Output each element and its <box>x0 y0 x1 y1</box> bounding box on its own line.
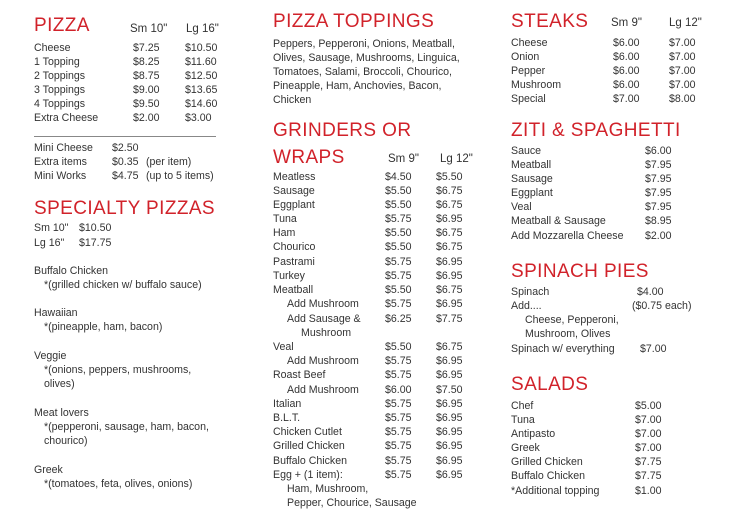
item-price-small: $9.00 <box>133 84 160 96</box>
steaks-small-col-label: Sm 9" <box>611 17 642 29</box>
item-price-large: $6.75 <box>436 341 463 353</box>
item-name: 4 Toppings <box>34 98 86 110</box>
specialty-item-desc: *(tomatoes, feta, olives, onions) <box>44 478 193 490</box>
item-name: Veal <box>511 201 532 213</box>
item-name: Sausage <box>273 185 315 197</box>
item-name: Mini Works <box>34 170 87 182</box>
grinders-heading-line2: WRAPS <box>273 147 345 168</box>
item-price-large: $6.95 <box>436 369 463 381</box>
specialty-item-name: Meat lovers <box>34 407 89 419</box>
item-name: Special <box>511 93 546 105</box>
grinders-small-col-label: Sm 9" <box>388 153 419 165</box>
specialty-item-desc: *(onions, peppers, mushrooms, <box>44 364 192 376</box>
divider <box>34 136 216 137</box>
item-price: $7.75 <box>635 470 662 482</box>
item-name: Eggplant <box>273 199 315 211</box>
item-price: $7.95 <box>645 187 672 199</box>
item-name: Italian <box>273 398 302 410</box>
item-price-large: $7.50 <box>436 384 463 396</box>
item-name: 3 Toppings <box>34 84 86 96</box>
item-price-large: $7.75 <box>436 313 463 325</box>
toppings-line: Tomatoes, Salami, Broccoli, Chourico, <box>273 66 452 78</box>
item-price-small: $5.75 <box>385 213 412 225</box>
item-price-large: $6.95 <box>436 469 463 481</box>
grinders-large-col-label: Lg 12" <box>440 153 473 165</box>
item-price-small: $5.75 <box>385 369 412 381</box>
item-price-small: $5.75 <box>385 440 412 452</box>
item-name: Cheese <box>34 42 71 54</box>
item-name: Extra Cheese <box>34 112 99 124</box>
item-name: Meatball & Sausage <box>511 215 606 227</box>
item-price-small: $2.00 <box>133 112 160 124</box>
item-name: Buffalo Chicken <box>511 470 586 482</box>
item-name: 1 Topping <box>34 56 80 68</box>
specialty-item-name: Veggie <box>34 350 67 362</box>
toppings-line: Pineapple, Ham, Anchovies, Bacon, <box>273 80 442 92</box>
item-price-large: $6.75 <box>436 284 463 296</box>
toppings-line: Chicken <box>273 94 312 106</box>
item-name: Chef <box>511 400 534 412</box>
pizza-large-col-label: Lg 16" <box>186 23 219 35</box>
item-price-large: $7.00 <box>669 65 696 77</box>
item-name: Ham <box>273 227 296 239</box>
item-name: Cheese <box>511 37 548 49</box>
item-price-small: $5.75 <box>385 355 412 367</box>
ziti-heading: ZITI & SPAGHETTI <box>511 120 681 141</box>
item-name: Antipasto <box>511 428 556 440</box>
item-price-small: $5.75 <box>385 298 412 310</box>
item-price: $7.00 <box>640 343 667 355</box>
item-name: Add Mozzarella Cheese <box>511 230 624 242</box>
item-price-large: $11.60 <box>185 56 217 68</box>
toppings-line: Peppers, Pepperoni, Onions, Meatball, <box>273 38 455 50</box>
item-price-small: $5.75 <box>385 426 412 438</box>
item-price-small: $5.50 <box>385 284 412 296</box>
item-price-small: $9.50 <box>133 98 160 110</box>
item-price-large: $6.75 <box>436 199 463 211</box>
item-name: Pepper, Chourice, Sausage <box>287 497 417 509</box>
item-price-large: $6.95 <box>436 213 463 225</box>
item-name: Sauce <box>511 145 542 157</box>
item-price-large: $6.95 <box>436 270 463 282</box>
item-price-large: $6.95 <box>436 412 463 424</box>
steaks-large-col-label: Lg 12" <box>669 17 702 29</box>
specialty-item-desc: olives) <box>44 378 75 390</box>
specialty-item-desc: *(grilled chicken w/ buffalo sauce) <box>44 279 202 291</box>
item-price: $4.00 <box>637 286 664 298</box>
item-name: Add Mushroom <box>287 384 359 396</box>
item-price: $5.00 <box>635 400 662 412</box>
item-name: 2 Toppings <box>34 70 86 82</box>
item-price-large: $12.50 <box>185 70 218 82</box>
item-price-large: $10.50 <box>185 42 218 54</box>
item-name: Tuna <box>511 414 535 426</box>
toppings-heading: PIZZA TOPPINGS <box>273 11 435 32</box>
specialty-item-name: Buffalo Chicken <box>34 265 109 277</box>
item-price-large: $6.95 <box>436 455 463 467</box>
item-name: Meatball <box>511 159 552 171</box>
spinach-heading: SPINACH PIES <box>511 261 649 282</box>
salads-heading: SALADS <box>511 374 589 395</box>
item-price-large: $6.75 <box>436 185 463 197</box>
item-price: $7.95 <box>645 159 672 171</box>
item-price: $7.75 <box>635 456 662 468</box>
item-price-large: $6.75 <box>436 241 463 253</box>
specialty-item-name: Hawaiian <box>34 307 78 319</box>
item-name: Sausage <box>511 173 553 185</box>
item-price-small: $8.25 <box>133 56 160 68</box>
item-name: Veal <box>273 341 294 353</box>
item-price-large: $6.95 <box>436 426 463 438</box>
item-price: $7.00 <box>635 442 662 454</box>
item-price: $7.00 <box>635 414 662 426</box>
item-price: $7.00 <box>635 428 662 440</box>
item-price-small: $7.25 <box>133 42 160 54</box>
item-name: Mini Cheese <box>34 142 93 154</box>
item-price-large: $7.00 <box>669 37 696 49</box>
item-name: Tuna <box>273 213 297 225</box>
item-price-small: $5.75 <box>385 455 412 467</box>
item-name: Chourico <box>273 241 316 253</box>
item-price-large: $6.95 <box>436 355 463 367</box>
size-price: $10.50 <box>79 222 112 234</box>
item-price-large: $6.95 <box>436 398 463 410</box>
item-name: Turkey <box>273 270 305 282</box>
item-name: Pastrami <box>273 256 315 268</box>
item-price-large: $3.00 <box>185 112 212 124</box>
size-price: $17.75 <box>79 237 112 249</box>
item-name: Meatless <box>273 171 316 183</box>
pizza-small-col-label: Sm 10" <box>130 23 168 35</box>
steaks-heading: STEAKS <box>511 11 589 32</box>
specialty-item-name: Greek <box>34 464 63 476</box>
item-price-small: $5.50 <box>385 241 412 253</box>
item-price-small: $6.00 <box>613 37 640 49</box>
item-name: Egg + (1 item): <box>273 469 343 481</box>
item-price: $4.75 <box>112 170 139 182</box>
item-name: Add Mushroom <box>287 298 359 310</box>
item-name: Mushroom <box>511 79 562 91</box>
item-name: Spinach <box>511 286 550 298</box>
item-name: Eggplant <box>511 187 553 199</box>
item-price-small: $5.50 <box>385 199 412 211</box>
size-label: Lg 16" <box>34 237 65 249</box>
item-price-small: $6.00 <box>613 51 640 63</box>
item-name: Mushroom, Olives <box>525 328 611 340</box>
specialty-item-desc: *(pineapple, ham, bacon) <box>44 321 163 333</box>
item-name: Ham, Mushroom, <box>287 483 369 495</box>
item-name: Add.... <box>511 300 542 312</box>
specialty-heading: SPECIALTY PIZZAS <box>34 198 215 219</box>
item-price-large: $8.00 <box>669 93 696 105</box>
item-price: $7.95 <box>645 173 672 185</box>
grinders-heading-line1: GRINDERS OR <box>273 120 412 141</box>
item-note: (per item) <box>146 156 192 168</box>
item-name: Chicken Cutlet <box>273 426 342 438</box>
item-price-small: $8.75 <box>133 70 160 82</box>
specialty-item-desc: *(pepperoni, sausage, ham, bacon, <box>44 421 209 433</box>
item-price-large: $7.00 <box>669 79 696 91</box>
item-price-small: $5.75 <box>385 398 412 410</box>
item-name: B.L.T. <box>273 412 301 424</box>
item-price-large: $6.75 <box>436 227 463 239</box>
item-name: Buffalo Chicken <box>273 455 348 467</box>
item-price-small: $5.75 <box>385 469 412 481</box>
size-label: Sm 10" <box>34 222 69 234</box>
pizza-heading: PIZZA <box>34 15 90 36</box>
specialty-item-desc: chourico) <box>44 435 88 447</box>
item-name: Mushroom <box>301 327 352 339</box>
item-price: $7.95 <box>645 201 672 213</box>
item-price-small: $6.00 <box>385 384 412 396</box>
item-price-large: $5.50 <box>436 171 463 183</box>
item-name: Grilled Chicken <box>511 456 583 468</box>
item-name: Spinach w/ everything <box>511 343 615 355</box>
item-price-small: $7.00 <box>613 93 640 105</box>
item-price-small: $5.75 <box>385 270 412 282</box>
item-name: Cheese, Pepperoni, <box>525 314 619 326</box>
item-price: $2.50 <box>112 142 139 154</box>
item-price-small: $4.50 <box>385 171 412 183</box>
toppings-line: Olives, Sausage, Mushrooms, Linguica, <box>273 52 460 64</box>
item-price: $2.00 <box>645 230 672 242</box>
item-name: Meatball <box>273 284 314 296</box>
item-price: $0.35 <box>112 156 139 168</box>
item-name: Extra items <box>34 156 87 168</box>
item-name: Pepper <box>511 65 546 77</box>
item-price-large: $6.95 <box>436 298 463 310</box>
item-name: Roast Beef <box>273 369 326 381</box>
item-name: Add Sausage & <box>287 313 361 325</box>
item-price: ($0.75 each) <box>632 300 692 312</box>
item-price-small: $5.75 <box>385 256 412 268</box>
item-price-small: $5.50 <box>385 227 412 239</box>
item-price-small: $5.50 <box>385 185 412 197</box>
item-name: *Additional topping <box>511 485 600 497</box>
item-price-small: $6.00 <box>613 65 640 77</box>
item-price-large: $6.95 <box>436 256 463 268</box>
item-note: (up to 5 items) <box>146 170 214 182</box>
item-name: Grilled Chicken <box>273 440 345 452</box>
item-price-large: $13.65 <box>185 84 218 96</box>
item-name: Onion <box>511 51 540 63</box>
item-price-small: $5.75 <box>385 412 412 424</box>
item-price-large: $7.00 <box>669 51 696 63</box>
item-name: Add Mushroom <box>287 355 359 367</box>
item-price: $8.95 <box>645 215 672 227</box>
item-price-small: $6.00 <box>613 79 640 91</box>
item-price-small: $5.50 <box>385 341 412 353</box>
item-price-large: $14.60 <box>185 98 218 110</box>
item-name: Greek <box>511 442 540 454</box>
item-price-large: $6.95 <box>436 440 463 452</box>
item-price: $1.00 <box>635 485 662 497</box>
item-price-small: $6.25 <box>385 313 412 325</box>
item-price: $6.00 <box>645 145 672 157</box>
